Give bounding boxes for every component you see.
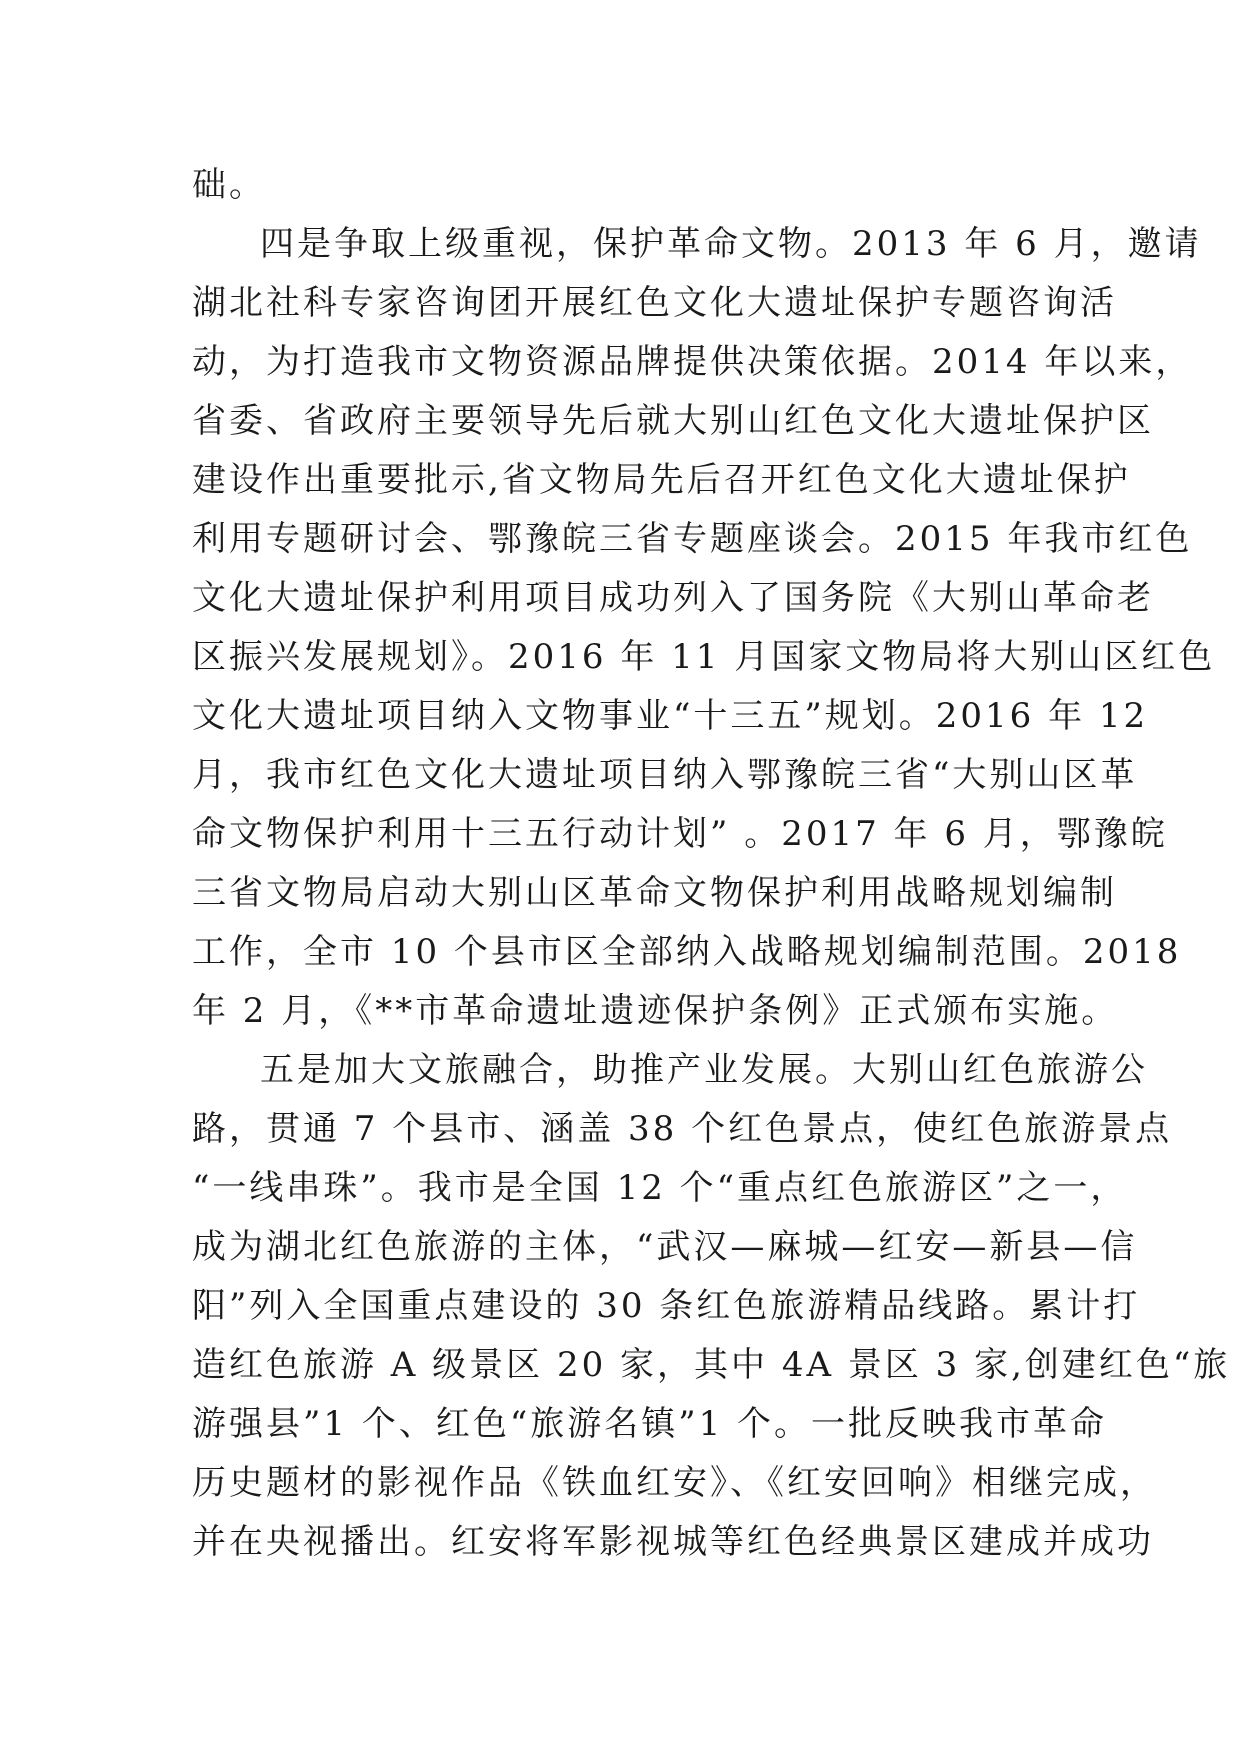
paragraph-start-line: 四是争取上级重视，保护革命文物。2013 年 6 月，邀请: [260, 224, 1202, 264]
paragraph-start-line: 五是加大文旅融合，助推产业发展。大别山红色旅游公: [260, 1050, 1148, 1090]
text-line: 路，贯通 7 个县市、涵盖 38 个红色景点，使红色旅游景点: [192, 1109, 1173, 1149]
text-line: 湖北社科专家咨询团开展红色文化大遗址保护专题咨询活: [192, 283, 1117, 323]
text-line: 省委、省政府主要领导先后就大别山红色文化大遗址保护区: [192, 401, 1154, 441]
text-line: 文化大遗址保护利用项目成功列入了国务院《大别山革命老: [192, 578, 1154, 618]
text-line: 月，我市红色文化大遗址项目纳入鄂豫皖三省“大别山区革: [192, 755, 1138, 795]
text-line: 建设作出重要批示,省文物局先后召开红色文化大遗址保护: [192, 460, 1131, 500]
text-line: 游强县”1 个、红色“旅游名镇”1 个。一批反映我市革命: [192, 1404, 1108, 1444]
text-line: 历史题材的影视作品《铁血红安》、《红安回响》相继完成，: [192, 1463, 1157, 1503]
text-line: 文化大遗址项目纳入文物事业“十三五”规划。2016 年 12: [192, 696, 1149, 736]
text-line: 础。: [192, 165, 266, 205]
text-line: 并在央视播出。红安将军影视城等红色经典景区建成并成功: [192, 1522, 1154, 1562]
text-line: 利用专题研讨会、鄂豫皖三省专题座谈会。2015 年我市红色: [192, 519, 1193, 559]
text-line: 三省文物局启动大别山区革命文物保护利用战略规划编制: [192, 873, 1117, 913]
text-line: “一线串珠”。我市是全国 12 个“重点红色旅游区”之一，: [192, 1168, 1128, 1208]
text-line: 造红色旅游 A 级景区 20 家，其中 4A 景区 3 家,创建红色“旅: [192, 1345, 1231, 1385]
text-line: 动，为打造我市文物资源品牌提供决策依据。2014 年以来，: [192, 342, 1193, 382]
body-text: [192, 156, 1231, 1572]
text-line: 阳”列入全国重点建设的 30 条红色旅游精品线路。累计打: [192, 1286, 1141, 1326]
text-line: 命文物保护利用十三五行动计划” 。2017 年 6 月，鄂豫皖: [192, 814, 1168, 854]
text-line: 成为湖北红色旅游的主体，“武汉—麻城—红安—新县—信: [192, 1227, 1138, 1267]
text-line: 年 2 月，《**市革命遗址遗迹保护条例》正式颁布实施。: [192, 991, 1119, 1031]
text-line: 区振兴发展规划》。2016 年 11 月国家文物局将大别山区红色: [192, 637, 1216, 677]
text-line: 工作，全市 10 个县市区全部纳入战略规划编制范围。2018: [192, 932, 1182, 972]
